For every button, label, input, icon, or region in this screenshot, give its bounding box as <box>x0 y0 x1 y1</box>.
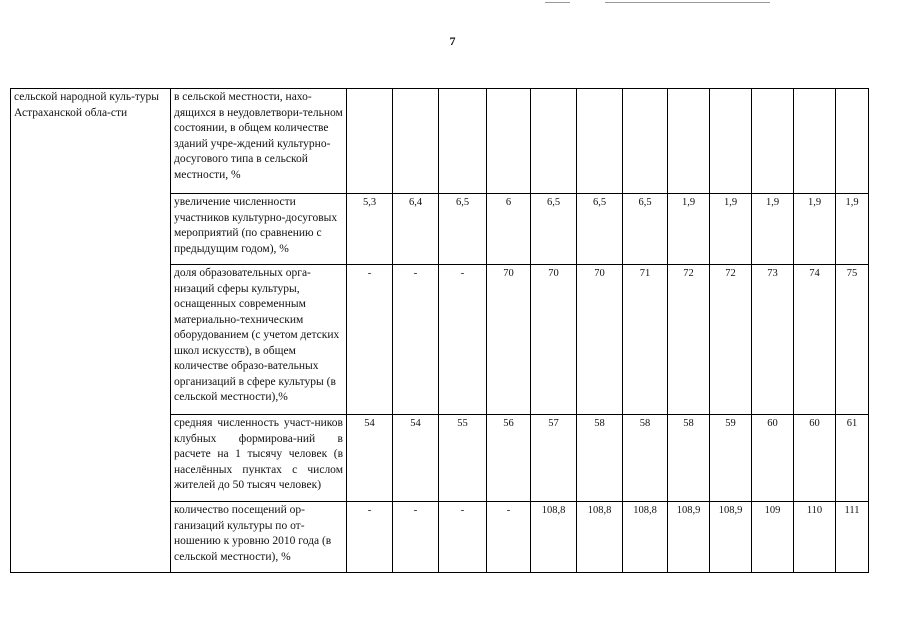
value-cell: 74 <box>794 265 836 415</box>
indicator-name: количество посещений ор-ганизаций культуры по от-ношению к уровню 2010 года (в сельской местности), % <box>171 502 347 573</box>
value-cell: 70 <box>487 265 531 415</box>
value-cell: 71 <box>623 265 668 415</box>
value-cell: 108,9 <box>668 502 710 573</box>
value-cell <box>531 89 577 194</box>
value-cell: 70 <box>577 265 623 415</box>
value-cell: 108,8 <box>577 502 623 573</box>
value-cell: 6,4 <box>393 194 439 265</box>
page-number: 7 <box>449 34 456 48</box>
value-cell: 54 <box>347 415 393 502</box>
value-cell: 58 <box>623 415 668 502</box>
value-cell: 6,5 <box>577 194 623 265</box>
value-cell: 1,9 <box>668 194 710 265</box>
value-cell: 6 <box>487 194 531 265</box>
value-cell: 59 <box>710 415 752 502</box>
indicator-name: доля образовательных орга-низаций сферы культуры, оснащенных современным материально-техническим оборудованием (с учетом детских школ искусств), в общем количестве образо-вательных организаций в сфере культуры (в сельской местности),% <box>171 265 347 415</box>
value-cell: - <box>439 502 487 573</box>
value-cell <box>439 89 487 194</box>
value-cell: 55 <box>439 415 487 502</box>
value-cell: 58 <box>577 415 623 502</box>
value-cell: 6,5 <box>623 194 668 265</box>
indicator-name: средняя численность участ-ников клубных формирова-ний в расчете на 1 тысячу человек (в населённых пунктах с числом жителей до 50 тысяч человек) <box>171 415 347 502</box>
value-cell: 1,9 <box>752 194 794 265</box>
top-rule-right <box>605 2 770 3</box>
value-cell <box>752 89 794 194</box>
value-cell: 108,8 <box>531 502 577 573</box>
value-cell <box>710 89 752 194</box>
value-cell: - <box>347 502 393 573</box>
value-cell: 109 <box>752 502 794 573</box>
value-cell: 72 <box>710 265 752 415</box>
value-cell: 61 <box>836 415 869 502</box>
value-cell: 72 <box>668 265 710 415</box>
value-cell: - <box>347 265 393 415</box>
value-cell: 57 <box>531 415 577 502</box>
value-cell: 108,8 <box>623 502 668 573</box>
value-cell: 58 <box>668 415 710 502</box>
indicator-name: в сельской местности, нахо-дящихся в неудовлетвори-тельном состоянии, в общем количестве зданий учре-ждений культурно-досугового типа в сельской местности, % <box>171 89 347 194</box>
value-cell <box>794 89 836 194</box>
top-rule-left <box>545 2 570 3</box>
value-cell: 110 <box>794 502 836 573</box>
value-cell <box>487 89 531 194</box>
table-row <box>11 89 869 194</box>
value-cell: 75 <box>836 265 869 415</box>
value-cell: 54 <box>393 415 439 502</box>
value-cell: 73 <box>752 265 794 415</box>
value-cell: 60 <box>752 415 794 502</box>
value-cell: 5,3 <box>347 194 393 265</box>
value-cell: 60 <box>794 415 836 502</box>
value-cell <box>393 89 439 194</box>
value-cell: 6,5 <box>439 194 487 265</box>
value-cell <box>623 89 668 194</box>
value-cell <box>668 89 710 194</box>
value-cell <box>836 89 869 194</box>
value-cell: 1,9 <box>836 194 869 265</box>
value-cell <box>577 89 623 194</box>
program-name-cell: сельской народной куль-туры Астраханской обла-сти <box>11 89 171 573</box>
value-cell: 56 <box>487 415 531 502</box>
value-cell: - <box>487 502 531 573</box>
value-cell: 108,9 <box>710 502 752 573</box>
value-cell: 6,5 <box>531 194 577 265</box>
value-cell: - <box>439 265 487 415</box>
value-cell: 111 <box>836 502 869 573</box>
indicator-name: увеличение численности участников культурно-досуговых мероприятий (по сравнению с предыдущим годом), % <box>171 194 347 265</box>
value-cell: 70 <box>531 265 577 415</box>
value-cell: - <box>393 502 439 573</box>
value-cell <box>347 89 393 194</box>
indicator-table <box>10 88 869 573</box>
value-cell: 1,9 <box>794 194 836 265</box>
value-cell: 1,9 <box>710 194 752 265</box>
value-cell: - <box>393 265 439 415</box>
